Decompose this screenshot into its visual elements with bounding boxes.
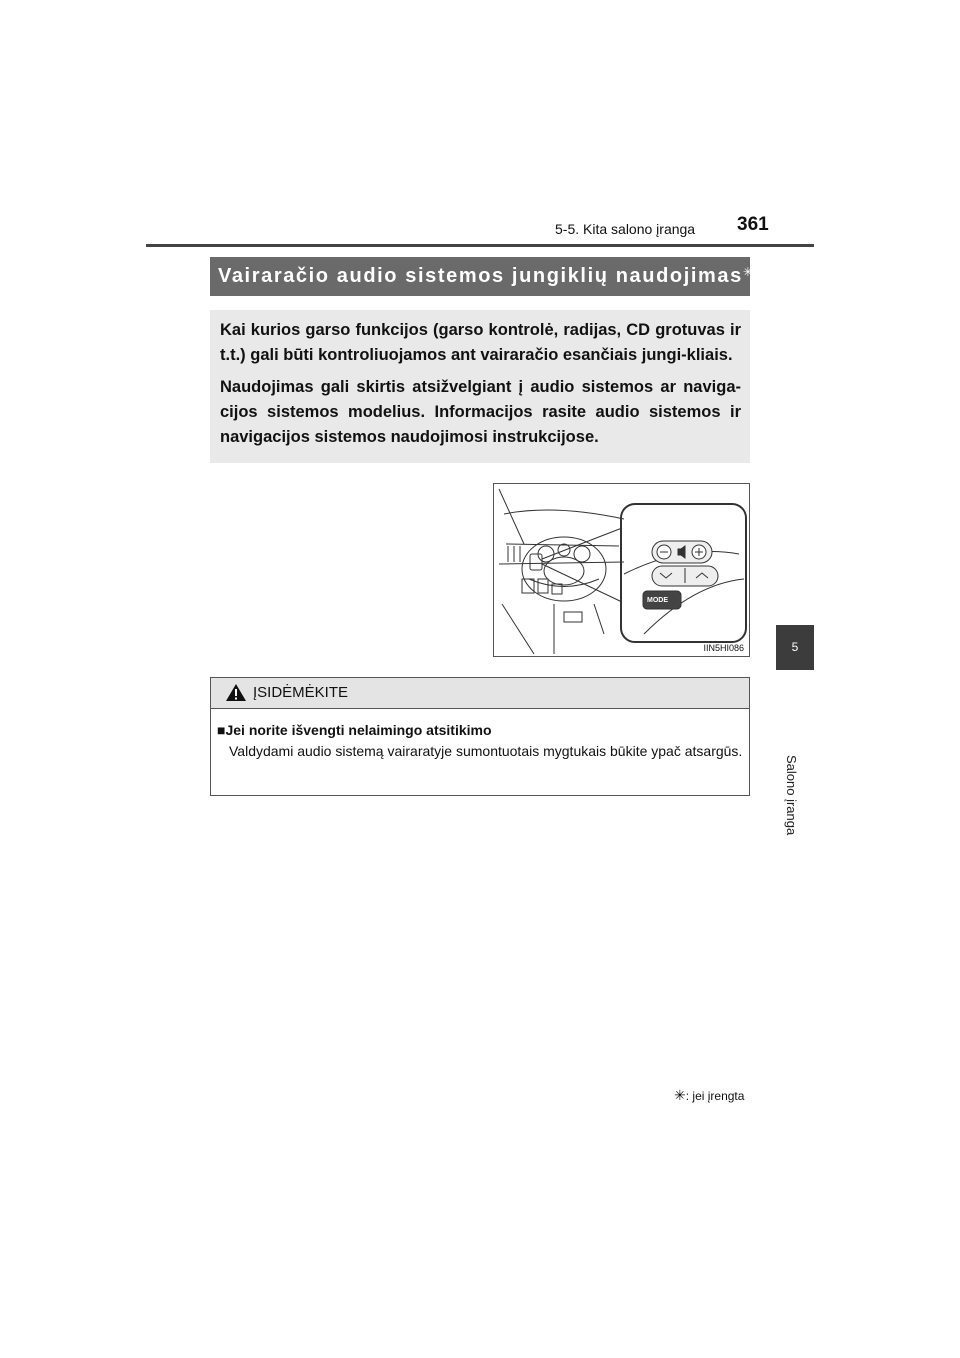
header-rule — [146, 244, 814, 247]
warning-box — [210, 677, 750, 796]
footnote-text: : jei įrengta — [685, 1089, 745, 1103]
warning-title: ĮSIDĖMĖKITE — [253, 684, 349, 701]
warning-heading — [217, 720, 743, 741]
warning-body — [211, 709, 749, 762]
figure-code: IIN5HI086 — [703, 643, 744, 653]
intro-paragraph: Naudojimas gali skirtis atsižvelgiant į audio sistemos ar naviga-cijos sistemos modelius. Informacijos rasite audio sistemos ir navigacijos sistemos naudojimosi instrukcijose. — [220, 378, 741, 446]
warning-heading-text: Jei norite išvengti nelaimingo atsitikimo — [225, 722, 492, 738]
steering-wheel-illustration — [494, 484, 751, 658]
section-title-text: Vairaračio audio sistemos jungiklių naudojimas — [218, 265, 743, 287]
asterisk-icon: ✳ — [742, 265, 755, 279]
chapter-label: Salono įranga — [784, 755, 799, 836]
warning-triangle-icon — [225, 683, 247, 702]
asterisk-icon: ✳ — [674, 1087, 686, 1103]
warning-text: Valdydami audio sistemą vairaratyje sumontuotais mygtukais būkite ypač atsargūs. — [229, 743, 743, 759]
intro-paragraph: Kai kurios garso funkcijos (garso kontrolė, radijas, CD grotuvas ir t.t.) gali būti kontroliuojamos ant vairaračio esančiais jungi-kliais. — [220, 321, 741, 364]
warning-header — [211, 678, 749, 709]
intro-box — [210, 310, 750, 463]
chapter-tab: 5 — [776, 625, 814, 670]
section-title — [210, 257, 755, 296]
footnote — [674, 1087, 744, 1104]
bullet-icon: ■ — [217, 722, 226, 738]
page-number: 361 — [737, 214, 769, 235]
header-section: 5-5. Kita salono įranga — [555, 221, 696, 237]
steering-switch-figure — [493, 483, 750, 657]
mode-button-label: MODE — [647, 597, 668, 604]
